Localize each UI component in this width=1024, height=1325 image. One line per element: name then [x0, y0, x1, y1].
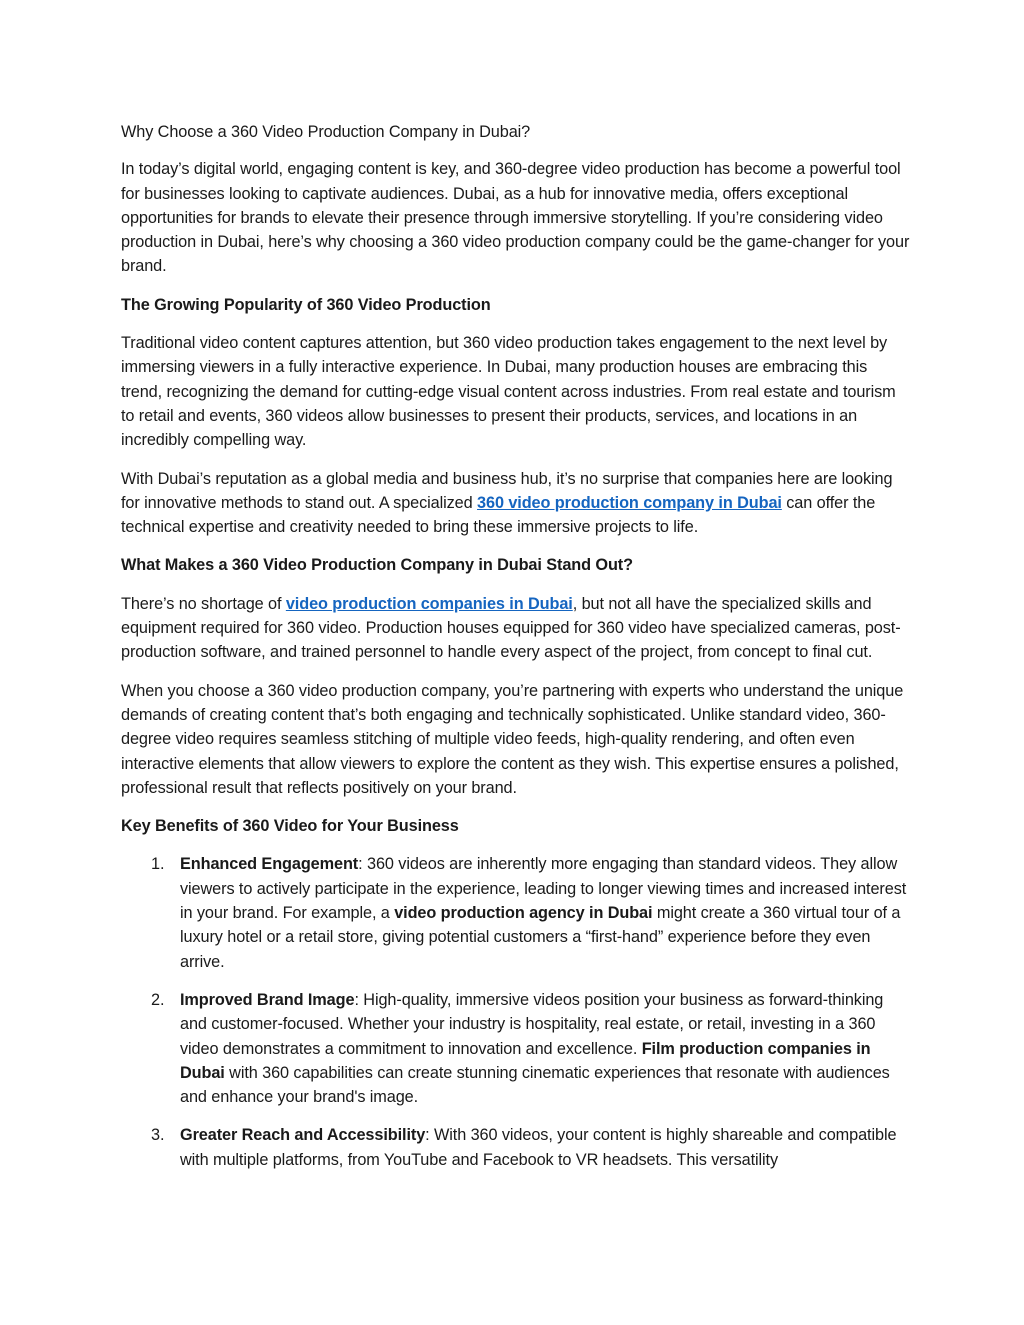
list-item	[121, 852, 911, 973]
choose-paragraph: When you choose a 360 video production company, you’re partnering with experts who understand the unique demands of creating content that’s both engaging and technically sophisticated. Unlike standard video, 360-degree video requires seamless stitching of multiple video feeds, high-quality rendering, and often even interactive elements that allow viewers to explore the content as they wish. This expertise ensures a polished, professional result that reflects positively on your brand.	[121, 681, 904, 797]
dubai-text-a: With Dubai’s reputation as a global media and business hub, it’s no surprise that companies here are looking for innovative methods to stand out. A specialized	[121, 469, 893, 512]
shortage-paragraph	[121, 592, 911, 665]
intro-paragraph: In today’s digital world, engaging content is key, and 360-degree video production has become a powerful tool for businesses looking to captivate audiences. Dubai, as a hub for innovative media, offers exceptional opportunities for brands to elevate their presence through immersive storytelling. If you’re considering video production in Dubai, here’s why choosing a 360 video production company could be the game-changer for your brand.	[121, 160, 910, 276]
list-number: 1.	[151, 855, 165, 874]
link-video-production-companies[interactable]: video production companies in Dubai	[285, 594, 573, 613]
shortage-text-a: There’s no shortage of	[121, 594, 286, 613]
heading-standout: What Makes a 360 Video Production Company in Dubai Stand Out?	[121, 556, 633, 575]
document-title: Why Choose a 360 Video Production Company in Dubai?	[121, 123, 531, 141]
dubai-text-b: can offer the technical expertise and creativity needed to bring these immersive projects to life.	[121, 493, 876, 537]
benefit-term: Greater Reach and Accessibility	[180, 1126, 426, 1145]
benefit-term: Improved Brand Image	[180, 990, 355, 1009]
list-number: 3.	[151, 1126, 165, 1145]
document-page	[121, 120, 911, 1186]
shortage-text-b: , but not all have the specialized skills and equipment required for 360 video. Production houses equipped for 360 video have specialized cameras, post-production software, and trained personnel to handle every aspect of the project, from concept to final cut.	[121, 594, 901, 662]
heading-benefits: Key Benefits of 360 Video for Your Business	[121, 817, 459, 836]
benefit-term: Enhanced Engagement	[180, 855, 359, 874]
link-360-video-production-company[interactable]: 360 video production company in Dubai	[477, 493, 782, 512]
list-item	[121, 1123, 911, 1172]
benefit-bold-phrase: Film production companies in Dubai	[180, 1039, 871, 1082]
benefit-text-a: : With 360 videos, your content is highly shareable and compatible with multiple platforms, from YouTube and Facebook to VR headsets. This versatility	[180, 1126, 897, 1169]
dubai-paragraph	[121, 467, 911, 540]
list-number: 2.	[151, 990, 165, 1009]
benefit-text-a: : 360 videos are inherently more engaging than standard videos. They allow viewers to actively participate in the experience, leading to longer viewing times and increased interest in your brand. For example, a	[180, 855, 907, 923]
heading-popularity: The Growing Popularity of 360 Video Production	[121, 295, 491, 314]
benefit-bold-phrase: video production agency in Dubai	[394, 904, 653, 923]
list-item	[121, 988, 911, 1109]
benefit-text-a: : High-quality, immersive videos position your business as forward-thinking and customer-focused. Whether your industry is hospitality, real estate, or retail, investing in a 360 video demonstrates a commitment to innovation and excellence.	[180, 990, 884, 1058]
benefit-text-b: with 360 capabilities can create stunning cinematic experiences that resonate with audiences and enhance your brand's image.	[180, 1063, 890, 1107]
benefits-list	[121, 852, 911, 1172]
traditional-paragraph: Traditional video content captures attention, but 360 video production takes engagement to the next level by immersing viewers in a fully interactive experience. In Dubai, many production houses are embracing this trend, recognizing the demand for cutting-edge visual content across industries. From real estate and tourism to retail and events, 360 videos allow businesses to present their products, services, and locations in an incredibly compelling way.	[121, 334, 896, 450]
benefit-text-b: might create a 360 virtual tour of a luxury hotel or a retail store, giving potential customers a “first-hand” experience before they even arrive.	[180, 904, 901, 971]
